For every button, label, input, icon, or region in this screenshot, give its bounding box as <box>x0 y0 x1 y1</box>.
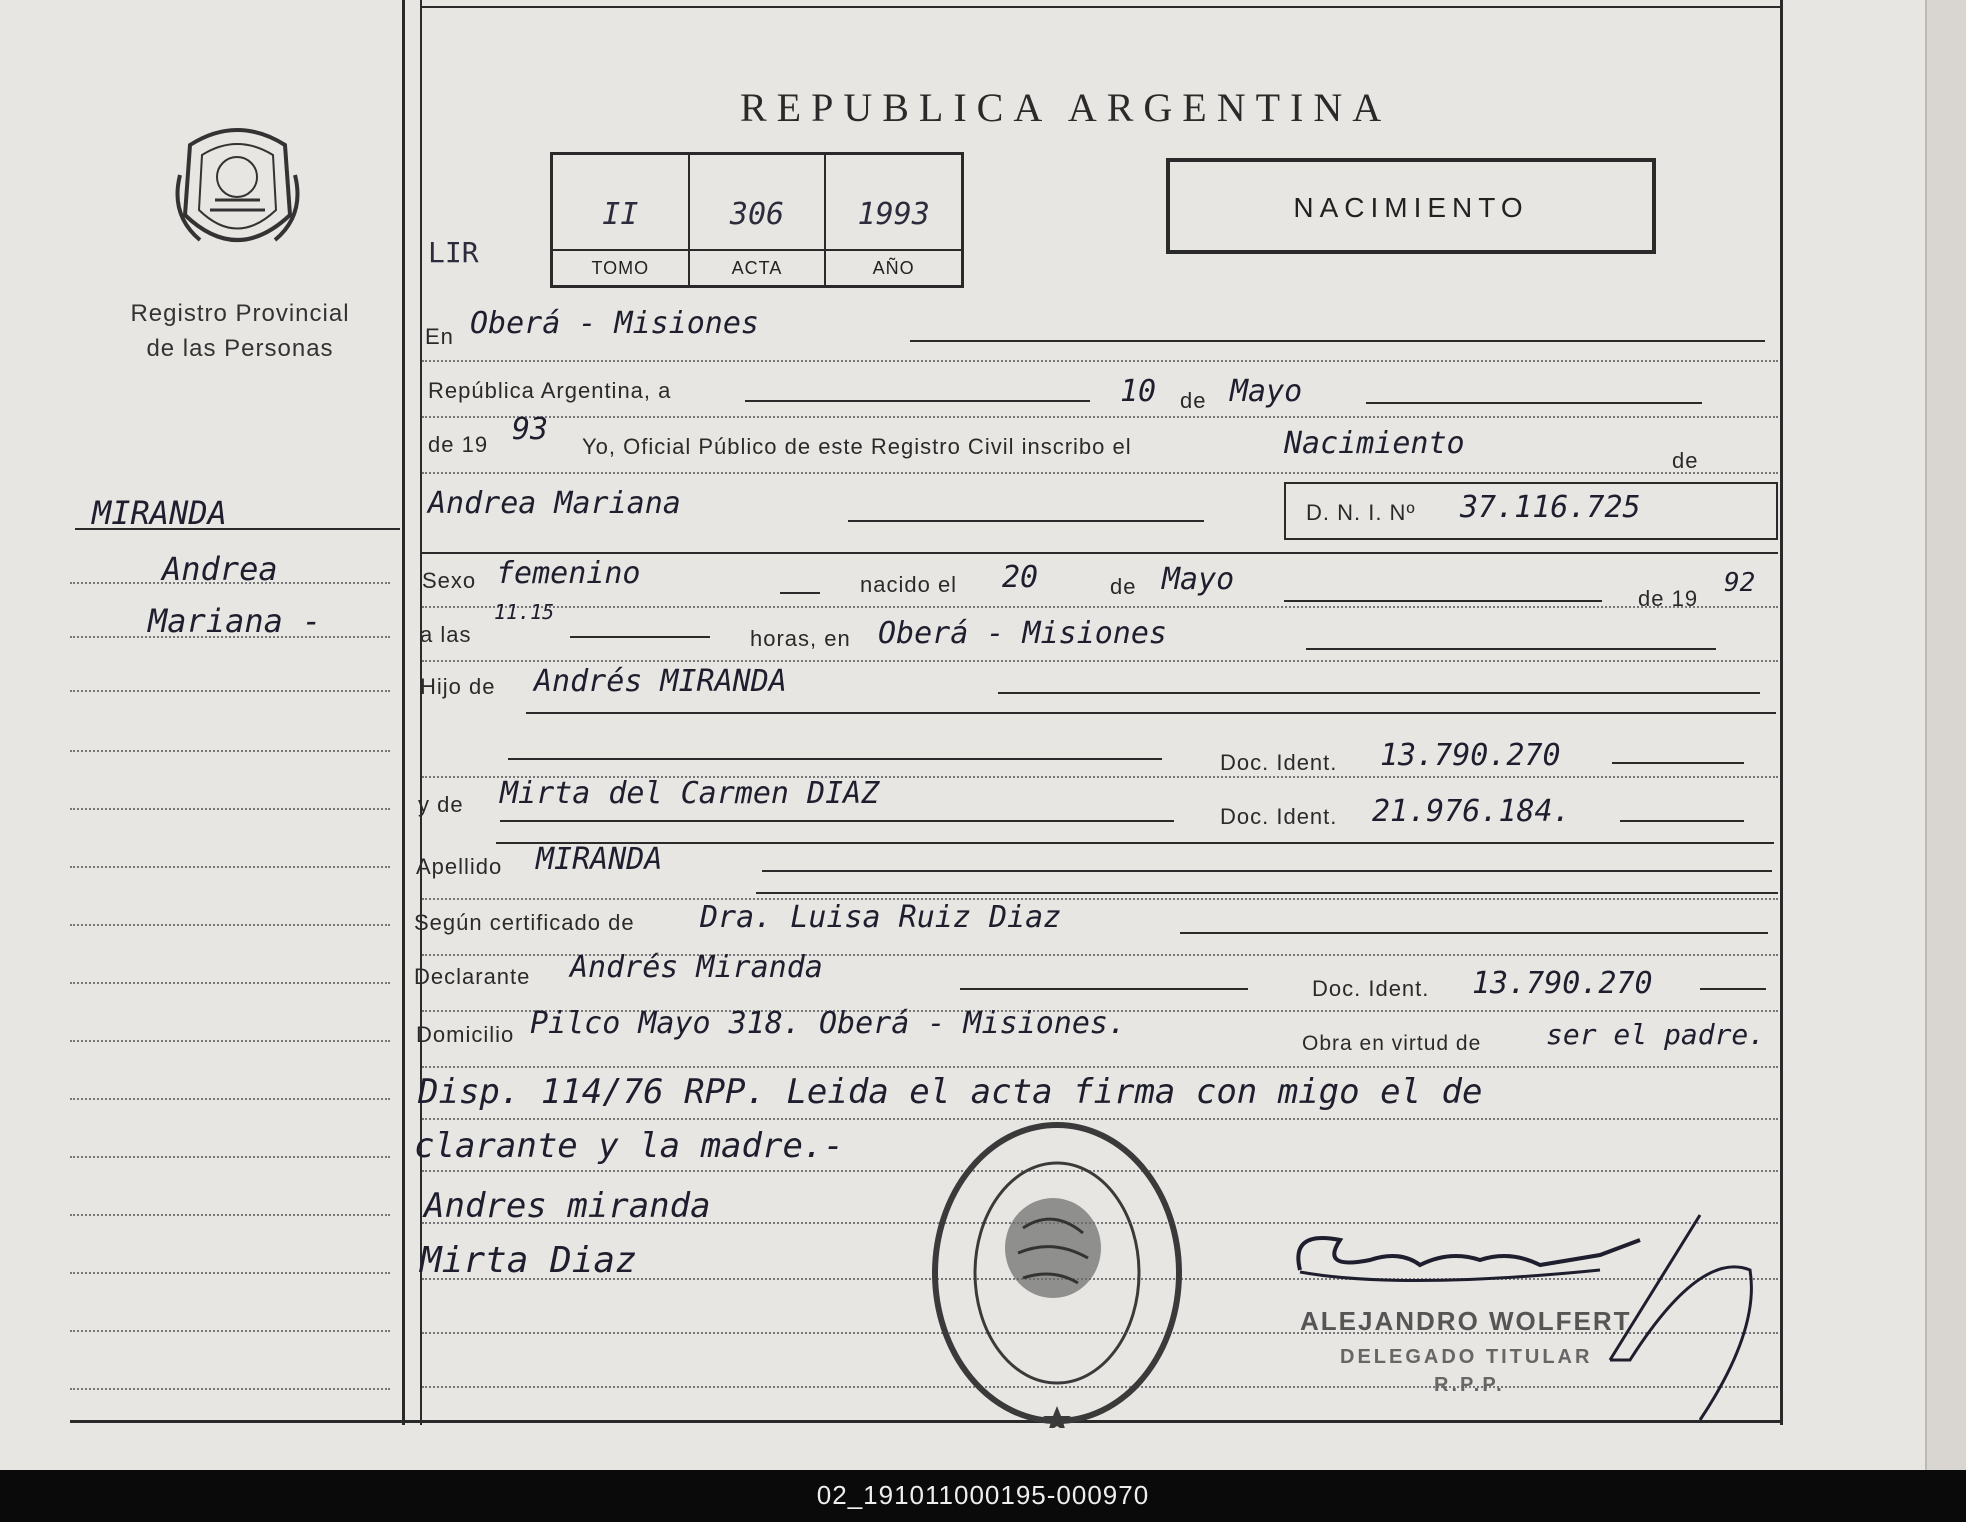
hijo-label: Hijo de <box>420 674 496 699</box>
segun-label: Según certificado de <box>414 910 635 935</box>
father-underline <box>526 712 1776 714</box>
apellido-second-line <box>756 892 1778 894</box>
mother-doc: 21.976.184. <box>1372 794 1571 829</box>
frame-right-line <box>1780 0 1783 1425</box>
sexo-line <box>780 592 820 594</box>
en-value: Oberá - Misiones <box>470 306 759 341</box>
margin-rule <box>70 582 390 584</box>
father-second-line <box>508 758 1162 760</box>
apellido-label: Apellido <box>416 854 503 879</box>
frame-left-inner-line <box>420 0 422 1425</box>
record-type-box <box>1166 158 1656 254</box>
dni-label: D. N. I. Nº <box>1306 500 1416 525</box>
document-id: 02_191011000195-000970 <box>816 1480 1150 1510</box>
apellido-line <box>762 870 1772 872</box>
margin-rule <box>70 1156 390 1158</box>
official-stamp-icon <box>928 1118 1186 1428</box>
row-rule <box>422 416 1778 418</box>
row-rule <box>422 1066 1778 1068</box>
frame-top-line <box>420 6 1782 8</box>
de-label-2: de <box>1672 448 1699 473</box>
sexo-value: femenino <box>496 556 641 591</box>
registry-name <box>100 296 380 366</box>
en-line <box>910 340 1765 342</box>
row-rule <box>422 472 1778 474</box>
margin-rule <box>70 866 390 868</box>
certificado-value: Dra. Luisa Ruiz Diaz <box>700 900 1062 935</box>
notes-line-2: clarante y la madre.- <box>414 1126 844 1166</box>
declarante-line <box>960 988 1248 990</box>
row-rule <box>422 606 1778 608</box>
tomo-value: II <box>602 197 639 232</box>
birth-year-prefix: de 19 <box>1638 586 1699 611</box>
margin-first-name: Andrea <box>162 550 278 588</box>
father-name: Andrés MIRANDA <box>534 664 787 699</box>
margin-rule <box>70 924 390 926</box>
hour-line <box>570 636 710 638</box>
official-title: DELEGADO TITULAR <box>1340 1346 1593 1368</box>
signature-mother: Mirta Diaz <box>420 1240 637 1281</box>
father-doc: 13.790.270 <box>1380 738 1561 773</box>
de-label-3: de <box>1110 574 1137 599</box>
year-prefix: de 19 <box>428 432 489 457</box>
birth-month-line <box>1284 600 1602 602</box>
margin-rule <box>70 1040 390 1042</box>
en-label: En <box>425 324 454 349</box>
father-line <box>998 692 1760 694</box>
birth-day: 20 <box>1002 560 1039 595</box>
birth-year: 92 <box>1724 568 1756 598</box>
de-label: de <box>1180 388 1207 413</box>
margin-rule <box>70 1098 390 1100</box>
birth-place: Oberá - Misiones <box>878 616 1167 651</box>
birth-month: Mayo <box>1162 562 1235 597</box>
mother-doc-line <box>1620 820 1744 822</box>
a-las-label: a las <box>420 622 472 647</box>
y-de-label: y de <box>418 792 464 817</box>
horas-label: horas, en <box>750 626 851 651</box>
registry-line-1: Registro Provincial <box>130 300 350 327</box>
record-type: NACIMIENTO <box>1293 192 1529 223</box>
dni-value: 37.116.725 <box>1460 490 1641 525</box>
republica-line <box>745 400 1090 402</box>
official-org: R.P.P. <box>1434 1374 1505 1396</box>
certificado-line <box>1180 932 1768 934</box>
row-rule <box>422 660 1778 662</box>
margin-rule <box>70 690 390 692</box>
margin-rule <box>70 982 390 984</box>
frame-left-line <box>402 0 405 1425</box>
notes-line-1: Disp. 114/76 RPP. Leida el acta firma con migo el de <box>418 1072 1483 1112</box>
margin-rule <box>70 636 390 638</box>
country-title: REPUBLICA ARGENTINA <box>740 85 1392 130</box>
father-doc-line <box>1612 762 1744 764</box>
row-rule <box>422 898 1778 900</box>
republica-label: República Argentina, a <box>428 378 672 403</box>
declarante-doc: 13.790.270 <box>1472 966 1653 1001</box>
tomo-label: TOMO <box>553 249 688 285</box>
domicilio-label: Domicilio <box>416 1022 515 1047</box>
month-value: Mayo <box>1230 374 1303 409</box>
day-value: 10 <box>1120 374 1157 409</box>
birth-place-line <box>1306 648 1716 650</box>
obra-label: Obra en virtud de <box>1302 1032 1482 1055</box>
nombre-line <box>848 520 1204 522</box>
oficial-text: Yo, Oficial Público de este Registro Civil inscribo el <box>582 434 1132 459</box>
ano-label: AÑO <box>826 249 961 285</box>
mother-name: Mirta del Carmen DIAZ <box>500 776 880 811</box>
declarante-doc-line <box>1700 988 1766 990</box>
margin-rule <box>70 750 390 752</box>
ano-value: 1993 <box>857 197 930 232</box>
hour-value: 11.15 <box>494 600 555 624</box>
declarante-value: Andrés Miranda <box>570 950 823 985</box>
margin-rule <box>70 808 390 810</box>
margin-rule <box>70 1214 390 1216</box>
margin-middle-name: Mariana - <box>148 602 322 640</box>
month-line <box>1366 402 1702 404</box>
mother-second-line <box>496 842 1774 844</box>
domicilio-value: Pilco Mayo 318. Oberá - Misiones. <box>530 1006 1127 1041</box>
lir-mark: LIR <box>428 236 479 269</box>
margin-surname: MIRANDA <box>92 494 227 532</box>
page-edge <box>1925 0 1966 1470</box>
mother-doc-label: Doc. Ident. <box>1220 804 1338 829</box>
section-line <box>422 552 1778 554</box>
acta-label: ACTA <box>690 249 825 285</box>
signature-declarante: Andres miranda <box>424 1186 711 1226</box>
obra-value: ser el padre. <box>1546 1018 1766 1051</box>
declarante-doc-label: Doc. Ident. <box>1312 976 1430 1001</box>
official-name: ALEJANDRO WOLFERT <box>1300 1306 1632 1336</box>
declarante-label: Declarante <box>414 964 531 989</box>
mother-underline <box>500 820 1174 822</box>
margin-rule <box>70 1272 390 1274</box>
margin-rule <box>70 1388 390 1390</box>
inscribo-value: Nacimiento <box>1284 426 1465 461</box>
year-value: 93 <box>512 412 549 447</box>
nacido-label: nacido el <box>860 572 958 597</box>
acta-value: 306 <box>729 197 785 232</box>
father-doc-label: Doc. Ident. <box>1220 750 1338 775</box>
nombre-value: Andrea Mariana <box>428 486 681 521</box>
ano-cell <box>826 155 961 285</box>
registry-line-2: de las Personas <box>146 335 334 362</box>
apellido-value: MIRANDA <box>536 842 663 877</box>
provincial-seal-icon <box>170 115 305 265</box>
record-id-table <box>550 152 964 288</box>
sexo-label: Sexo <box>422 568 477 593</box>
row-rule <box>422 360 1778 362</box>
margin-rule <box>70 1330 390 1332</box>
tomo-cell <box>553 155 690 285</box>
scan-footer <box>0 1470 1966 1522</box>
acta-cell <box>690 155 827 285</box>
